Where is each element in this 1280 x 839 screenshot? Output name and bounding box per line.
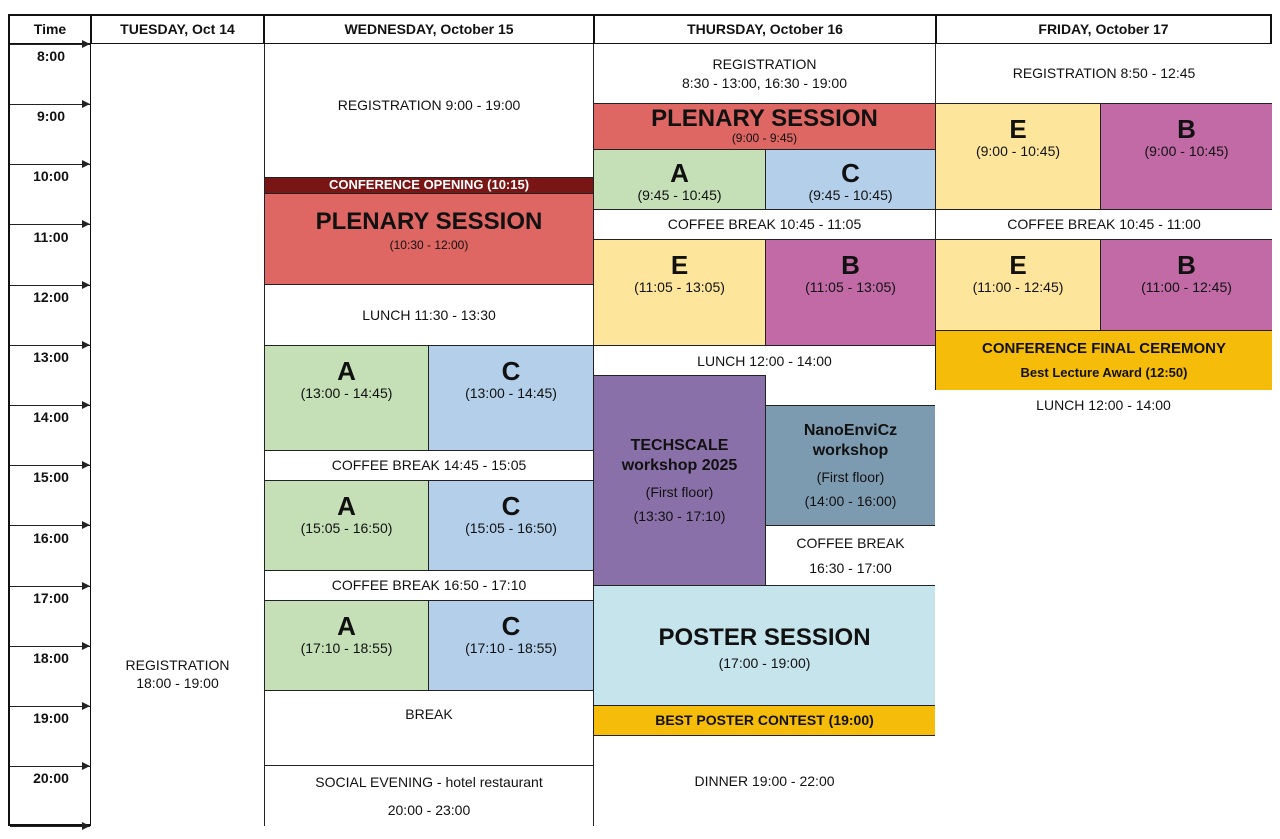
friday-registration: REGISTRATION 8:50 - 12:45 (935, 44, 1272, 104)
track-e-time: (9:00 - 10:45) (975, 143, 1061, 159)
techscale-time: (13:30 - 17:10) (633, 508, 726, 525)
nanoenvicz-floor: (First floor) (816, 469, 885, 486)
tuesday-column (91, 44, 264, 826)
time-tick-arrow (10, 224, 90, 225)
wednesday-track-c-3 (428, 600, 594, 691)
track-b-label: B (1177, 114, 1196, 144)
time-tick-arrow (10, 164, 90, 165)
header-time: Time (33, 21, 67, 37)
time-label: 11:00 (33, 228, 69, 245)
wednesday-plenary-title: PLENARY SESSION (315, 208, 543, 235)
thursday-registration-label: REGISTRATION (712, 56, 817, 73)
final-ceremony-title: CONFERENCE FINAL CEREMONY (982, 340, 1226, 358)
wednesday-track-a-2 (264, 480, 429, 571)
time-label: 13:00 (33, 349, 69, 365)
thursday-lunch: LUNCH 12:00 - 14:00 (593, 345, 936, 376)
time-tick-arrow (10, 766, 90, 767)
time-label: 19:00 (33, 710, 69, 727)
thursday-coffee-break-2 (765, 525, 936, 586)
friday-track-e-2 (935, 239, 1101, 331)
wednesday-conference-opening: CONFERENCE OPENING (10:15) (264, 177, 594, 194)
track-a-label: A (337, 611, 356, 641)
social-evening-label: SOCIAL EVENING - hotel restaurant (315, 773, 543, 790)
thursday-track-a (593, 149, 766, 210)
time-label: 15:00 (33, 469, 69, 486)
time-tick-arrow (10, 525, 90, 526)
track-c-label: C (501, 611, 521, 641)
time-tick-arrow (10, 706, 90, 707)
time-tick-arrow (10, 465, 90, 466)
track-c-label: C (501, 491, 521, 521)
track-b-time: (11:00 - 12:45) (1141, 279, 1232, 295)
tuesday-registration-label: REGISTRATION (125, 657, 230, 673)
track-c-label: C (841, 158, 860, 188)
track-b-time: (9:00 - 10:45) (1144, 143, 1229, 159)
thursday-registration (593, 44, 936, 104)
friday-lunch: LUNCH 12:00 - 14:00 (935, 390, 1272, 826)
nanoenvicz-subtitle: workshop (812, 442, 889, 460)
thursday-plenary-title: PLENARY SESSION (651, 104, 878, 132)
track-b-label: B (1177, 250, 1196, 280)
time-label: 9:00 (36, 108, 66, 125)
time-tick-arrow (10, 345, 90, 346)
tuesday-registration-time: 18:00 - 19:00 (136, 675, 219, 692)
thursday-nanoenvicz-workshop (765, 405, 936, 526)
thursday-track-e (593, 239, 766, 346)
time-tick-arrow (10, 646, 90, 647)
header-wednesday: WEDNESDAY, October 15 (344, 21, 514, 37)
coffee-break-time: 16:30 - 17:00 (809, 559, 892, 576)
time-tick-arrow (10, 586, 90, 587)
track-a-label: A (337, 491, 356, 521)
time-label: 8:00 (36, 48, 66, 64)
friday-coffee-break: COFFEE BREAK 10:45 - 11:00 (935, 209, 1272, 240)
wednesday-plenary-session (264, 193, 594, 285)
track-a-time: (9:45 - 10:45) (637, 187, 722, 203)
friday-track-b-1 (1100, 103, 1272, 210)
time-label: 20:00 (33, 770, 69, 787)
track-a-time: (15:05 - 16:50) (300, 520, 393, 536)
track-e-time: (11:00 - 12:45) (972, 279, 1064, 295)
track-e-label: E (1009, 250, 1027, 280)
friday-track-b-2 (1100, 239, 1272, 331)
friday-final-ceremony (935, 330, 1272, 391)
track-e-time: (11:05 - 13:05) (634, 279, 725, 295)
wednesday-track-c-2 (428, 480, 594, 571)
wednesday-registration-label: REGISTRATION 9:00 - 19:00 (337, 97, 521, 114)
track-c-time: (15:05 - 16:50) (465, 520, 557, 536)
techscale-subtitle: workshop 2025 (621, 457, 738, 475)
wednesday-track-c-1 (428, 345, 594, 451)
time-label: 10:00 (33, 168, 69, 185)
poster-session-time: (17:00 - 19:00) (718, 655, 811, 672)
time-label: 16:00 (33, 529, 69, 546)
track-e-label: E (1009, 114, 1027, 144)
time-tick-arrow (10, 44, 90, 45)
coffee-break-label: COFFEE BREAK (796, 535, 905, 552)
wednesday-registration (264, 44, 594, 178)
wednesday-plenary-time: (10:30 - 12:00) (389, 238, 469, 252)
track-a-label: A (670, 158, 689, 188)
best-lecture-award: Best Lecture Award (12:50) (1020, 364, 1188, 380)
header-thursday: THURSDAY, October 16 (687, 21, 843, 37)
track-a-time: (17:10 - 18:55) (300, 640, 393, 656)
track-b-label: B (841, 250, 860, 280)
social-evening-time: 20:00 - 23:00 (387, 802, 471, 818)
track-c-time: (17:10 - 18:55) (465, 640, 557, 656)
thursday-techscale-workshop (593, 375, 766, 586)
thursday-poster-session (593, 585, 936, 706)
time-tick-arrow (10, 405, 90, 406)
track-c-time: (13:00 - 14:45) (465, 385, 557, 401)
techscale-title: TECHSCALE (630, 436, 729, 454)
track-a-time: (13:00 - 14:45) (300, 385, 393, 401)
wednesday-track-a-3 (264, 600, 429, 691)
thursday-plenary-session (593, 103, 936, 150)
wednesday-lunch: LUNCH 11:30 - 13:30 (264, 284, 594, 346)
wednesday-social-evening (264, 765, 594, 826)
thursday-registration-time: 8:30 - 13:00, 16:30 - 19:00 (681, 74, 847, 91)
wednesday-break: BREAK (264, 690, 594, 766)
track-b-time: (11:05 - 13:05) (805, 279, 896, 295)
track-c-label: C (501, 356, 521, 386)
poster-session-title: POSTER SESSION (658, 624, 871, 652)
nanoenvicz-time: (14:00 - 16:00) (804, 493, 897, 510)
wednesday-track-a-1 (264, 345, 429, 451)
nanoenvicz-title: NanoEnviCz (803, 421, 898, 439)
header-friday: FRIDAY, October 17 (1038, 21, 1169, 37)
time-tick-arrow (10, 104, 90, 105)
track-c-time: (9:45 - 10:45) (808, 187, 893, 203)
thursday-best-poster-contest: BEST POSTER CONTEST (19:00) (593, 705, 936, 736)
wednesday-coffee-break-2: COFFEE BREAK 16:50 - 17:10 (264, 570, 594, 601)
time-label: 14:00 (33, 409, 69, 426)
track-e-label: E (670, 250, 689, 280)
techscale-floor: (First floor) (645, 484, 714, 501)
thursday-track-c (765, 149, 936, 210)
time-label: 18:00 (33, 650, 69, 666)
time-label: 17:00 (33, 589, 69, 606)
track-a-label: A (337, 356, 356, 386)
wednesday-coffee-break-1: COFFEE BREAK 14:45 - 15:05 (264, 450, 594, 481)
thursday-coffee-break: COFFEE BREAK 10:45 - 11:05 (593, 209, 936, 240)
thursday-plenary-time: (9:00 - 9:45) (731, 130, 798, 145)
time-tick-arrow (10, 826, 90, 827)
time-label: 12:00 (33, 288, 69, 305)
tuesday-registration (91, 656, 264, 692)
thursday-track-b (765, 239, 936, 346)
header-tuesday: TUESDAY, Oct 14 (120, 21, 235, 37)
time-tick-arrow (10, 285, 90, 286)
friday-track-e-1 (935, 103, 1101, 210)
thursday-dinner: DINNER 19:00 - 22:00 (593, 735, 936, 826)
